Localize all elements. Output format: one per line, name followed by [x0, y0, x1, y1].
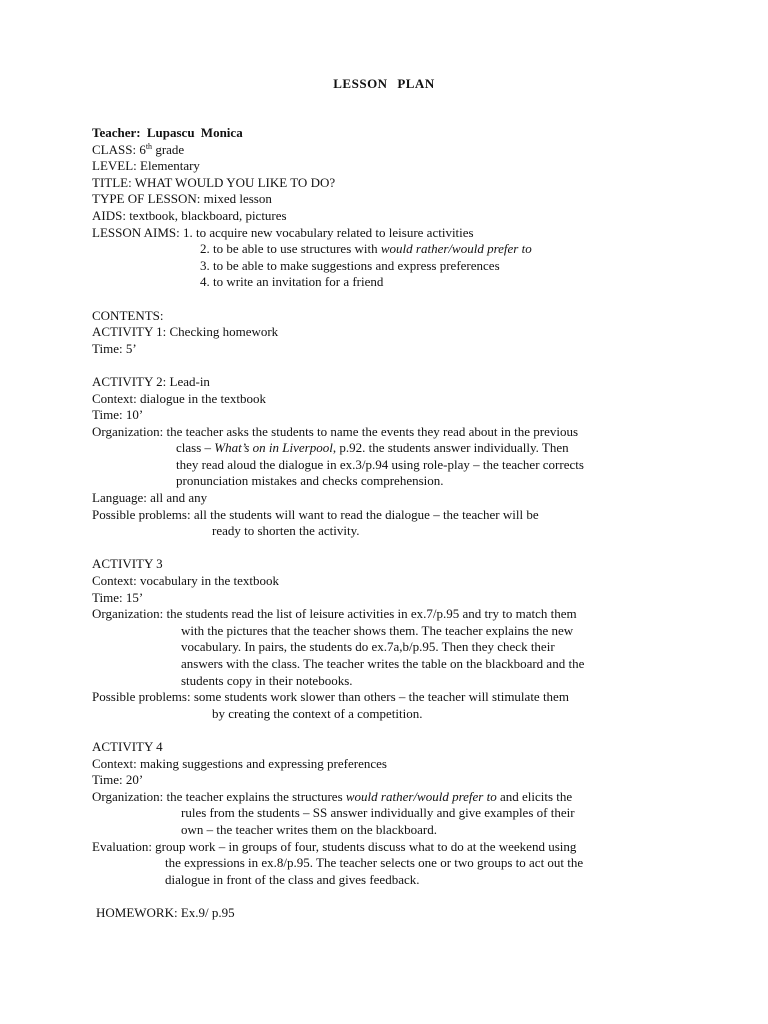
activity-3-organization-4: answers with the class. The teacher writes the table on the blackboard and the [181, 656, 585, 671]
activity-4-organization-2: rules from the students – SS answer individually and give examples of their [181, 805, 575, 821]
lesson-aim-3: 3. to be able to make suggestions and express preferences [200, 257, 500, 273]
aim-2-text: 2. to be able to use structures with [200, 241, 381, 257]
activity-4-org1-pre: Organization: the teacher explains the structures [92, 788, 346, 804]
activity-3-organization-2: with the pictures that the teacher shows them. The teacher explains the new [181, 622, 574, 638]
activity-2-org2-emphasis: What’s on in Liverpool [214, 440, 333, 456]
activity-2-problems-1: Possible problems: all the students will want to read the dialogue – the teacher will be [92, 506, 539, 522]
lesson-aim-1 [92, 225, 712, 242]
aim-1-text: 1. to acquire new vocabulary related to leisure activities [183, 224, 474, 240]
activity-2-heading: ACTIVITY 2: Lead-in [92, 373, 210, 389]
activity-1-heading: ACTIVITY 1: Checking homework [92, 324, 279, 340]
lesson-type-line: TYPE OF LESSON: mixed lesson [92, 191, 272, 207]
activity-2-org2-post: , p.92. the students answer individually. Then [332, 440, 569, 456]
lesson-aim-2 [92, 241, 712, 258]
activity-3-heading: ACTIVITY 3 [92, 556, 163, 572]
lesson-aims-label: LESSON AIMS: [92, 224, 184, 240]
activity-2-organization-3: they read aloud the dialogue in ex.3/p.94 using role-play – the teacher corrects [176, 456, 584, 472]
lesson-aim-4: 4. to write an invitation for a friend [200, 274, 384, 290]
activity-3-problems-2: by creating the context of a competition. [212, 705, 423, 721]
class-suffix: grade [152, 141, 185, 157]
lesson-plan-body [92, 125, 712, 922]
activity-2-problems-2: ready to shorten the activity. [212, 523, 360, 539]
contents-heading: CONTENTS: [92, 307, 164, 323]
activity-2-org2-pre: class – [176, 440, 215, 456]
activity-2-language: Language: all and any [92, 490, 208, 506]
activity-4-evaluation-2: the expressions in ex.8/p.95. The teacher selects one or two groups to act out the [165, 855, 584, 871]
activity-4-organization-3: own – the teacher writes them on the blackboard. [181, 821, 437, 837]
activity-4-evaluation-3: dialogue in front of the class and gives feedback. [165, 871, 420, 887]
activity-4-context: Context: making suggestions and expressing preferences [92, 755, 387, 771]
activity-4-organization-1 [92, 789, 712, 806]
activity-4-heading: ACTIVITY 4 [92, 738, 163, 754]
activity-4-org1-post: and elicits the [496, 788, 573, 804]
aids-line: AIDS: textbook, blackboard, pictures [92, 207, 287, 223]
activity-3-organization-3: vocabulary. In pairs, the students do ex.7a,b/p.95. Then they check their [181, 639, 555, 655]
lesson-title-line: TITLE: WHAT WOULD YOU LIKE TO DO? [92, 174, 336, 190]
activity-4-evaluation-1: Evaluation: group work – in groups of four, students discuss what to do at the weekend using [92, 838, 577, 854]
activity-2-organization-1: Organization: the teacher asks the students to name the events they read about in the previous [92, 423, 579, 439]
activity-3-time: Time: 15’ [92, 589, 144, 605]
teacher-line: Teacher: Lupascu Monica [92, 125, 243, 140]
activity-2-organization-4: pronunciation mistakes and checks comprehension. [176, 473, 444, 489]
activity-1-time: Time: 5’ [92, 340, 137, 356]
activity-4-org1-emphasis: would rather/would prefer to [345, 788, 497, 804]
activity-3-context: Context: vocabulary in the textbook [92, 573, 280, 589]
class-superscript: th [145, 141, 153, 151]
activity-2-organization-2 [92, 440, 712, 457]
activity-2-context: Context: dialogue in the textbook [92, 390, 267, 406]
activity-2-time: Time: 10’ [92, 407, 144, 423]
level-line: LEVEL: Elementary [92, 158, 200, 174]
class-line [92, 142, 712, 159]
aim-2-emphasis: would rather/would prefer to [380, 241, 532, 257]
page-title: LESSON PLAN [333, 76, 435, 91]
homework-line: HOMEWORK: Ex.9/ p.95 [96, 904, 235, 920]
class-text: CLASS: 6 [92, 141, 146, 157]
activity-3-problems-1: Possible problems: some students work slower than others – the teacher will stimulate them [92, 689, 569, 705]
activity-3-organization-1: Organization: the students read the list of leisure activities in ex.7/p.95 and try to match them [92, 606, 577, 622]
activity-4-time: Time: 20’ [92, 772, 144, 788]
activity-3-organization-5: students copy in their notebooks. [181, 672, 353, 688]
